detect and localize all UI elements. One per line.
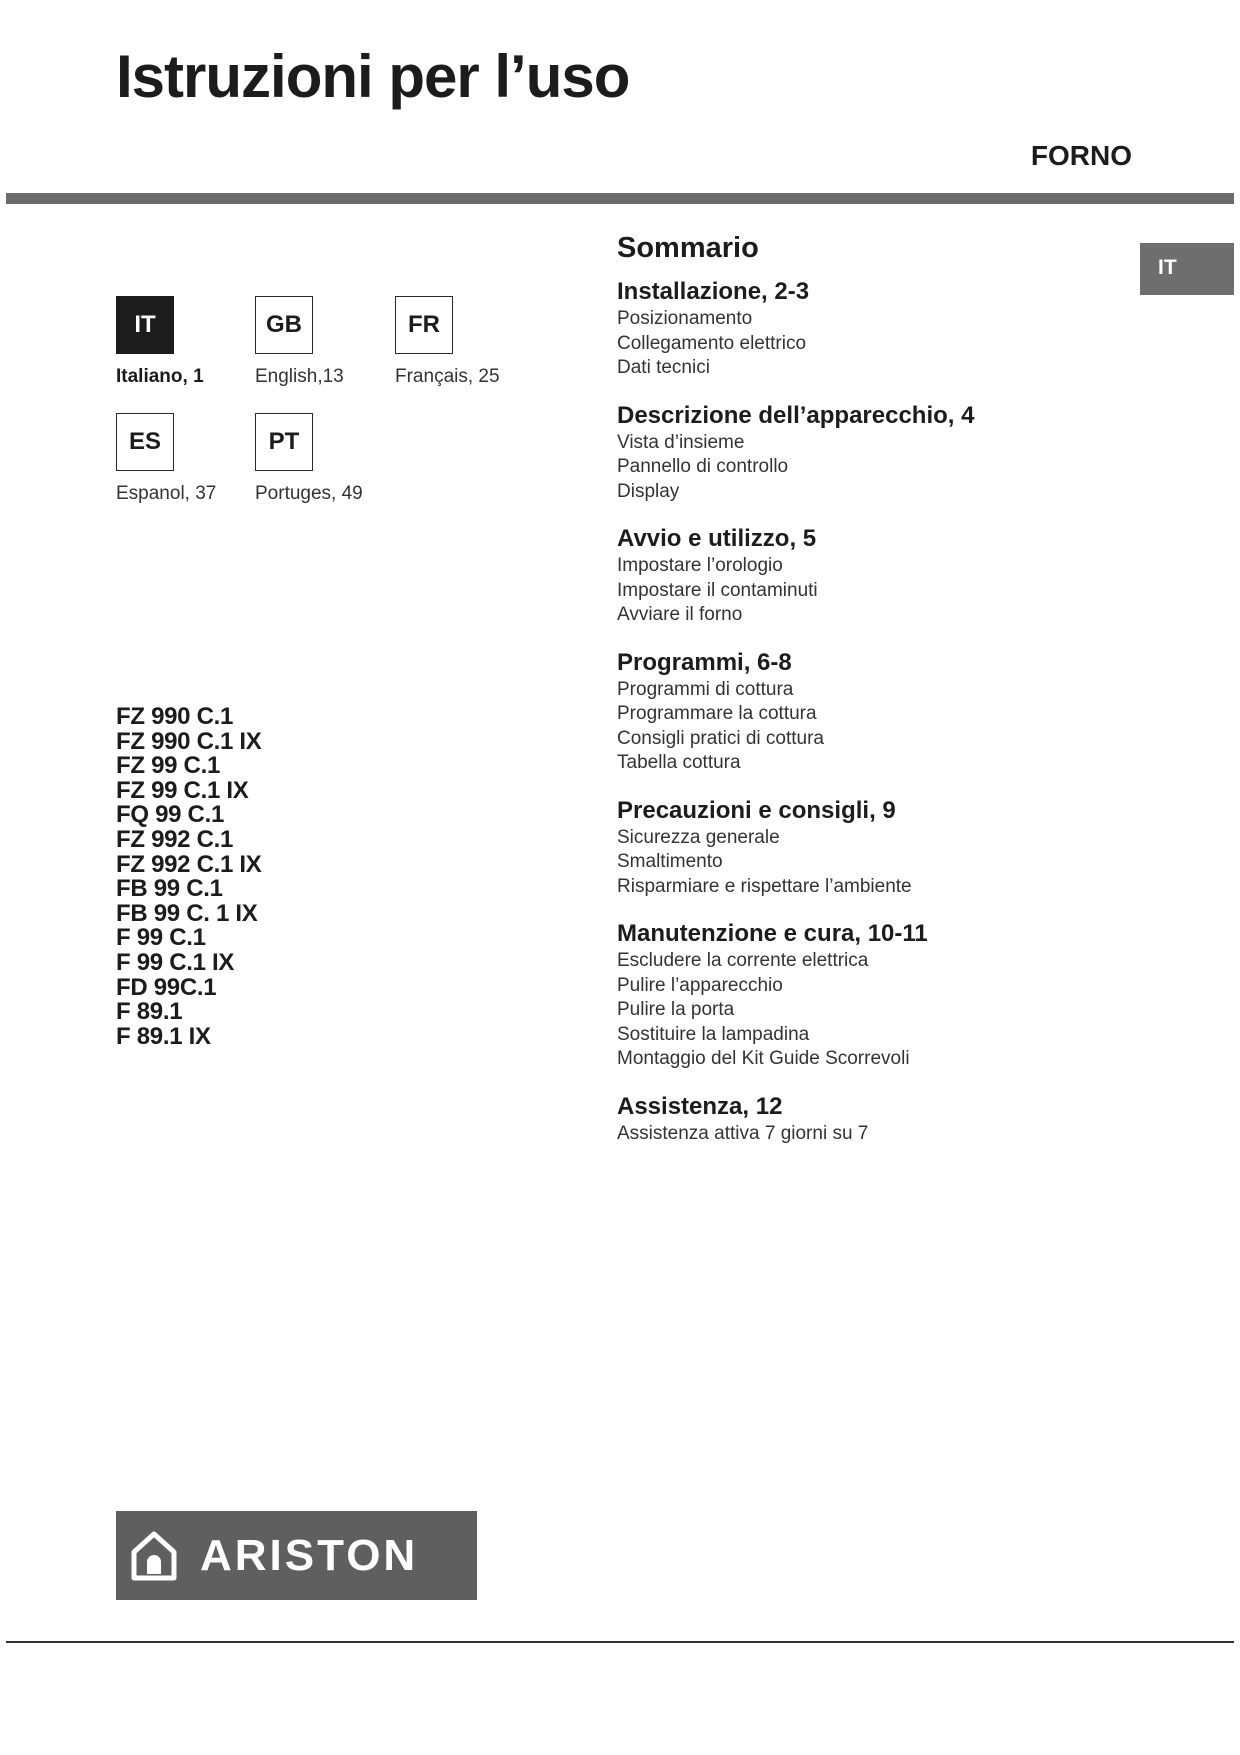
model-item: F 89.1 IX bbox=[116, 1022, 211, 1050]
toc-item[interactable]: Dati tecnici bbox=[617, 357, 710, 378]
toc-section-programmi bbox=[617, 648, 1137, 776]
product-type: FORNO bbox=[1030, 140, 1132, 171]
toc-section-title[interactable]: Avvio e utilizzo, 5 bbox=[617, 525, 817, 552]
model-item: FZ 99 C.1 bbox=[116, 752, 220, 780]
toc-item[interactable]: Smaltimento bbox=[617, 851, 723, 872]
language-code-box: IT bbox=[116, 296, 174, 354]
model-item: FB 99 C. 1 IX bbox=[116, 899, 258, 927]
toc-section-title[interactable]: Manutenzione e cura, 10-11 bbox=[617, 920, 928, 947]
toc-item[interactable]: Pannello di controllo bbox=[617, 456, 789, 477]
toc-item[interactable]: Pulire la porta bbox=[617, 999, 735, 1020]
toc-section-title[interactable]: Installazione, 2-3 bbox=[617, 278, 810, 305]
model-item: F 89.1 bbox=[116, 998, 183, 1026]
language-code-box: PT bbox=[255, 413, 313, 471]
toc-item[interactable]: Pulire l’apparecchio bbox=[617, 974, 783, 996]
model-item: F 99 C.1 IX bbox=[116, 948, 235, 976]
toc-item[interactable]: Programmare la cottura bbox=[617, 703, 817, 724]
toc-section-installazione bbox=[617, 277, 1137, 381]
language-label: Espanol, 37 bbox=[116, 483, 217, 504]
toc-section-precauzioni bbox=[617, 796, 1137, 900]
model-list bbox=[116, 705, 262, 1049]
house-logo-icon bbox=[130, 1530, 178, 1582]
toc-item[interactable]: Assistenza attiva 7 giorni su 7 bbox=[617, 1122, 869, 1144]
toc-item[interactable]: Posizionamento bbox=[617, 308, 753, 329]
language-es[interactable] bbox=[116, 413, 256, 505]
model-item: F 99 C.1 bbox=[116, 924, 206, 952]
toc-section-manutenzione bbox=[617, 919, 1137, 1072]
model-item: FZ 992 C.1 IX bbox=[116, 850, 262, 878]
bottom-divider bbox=[6, 1641, 1234, 1643]
toc-section-descrizione bbox=[617, 401, 1137, 505]
model-item: FQ 99 C.1 bbox=[116, 801, 225, 829]
language-label: Portuges, 49 bbox=[255, 483, 363, 504]
language-code-box: ES bbox=[116, 413, 174, 471]
top-divider bbox=[6, 193, 1234, 204]
model-item: FZ 99 C.1 IX bbox=[116, 776, 249, 804]
toc-item[interactable]: Consigli pratici di cottura bbox=[617, 727, 824, 749]
model-item: FB 99 C.1 bbox=[116, 875, 223, 903]
toc-item[interactable]: Sostituire la lampadina bbox=[617, 1023, 810, 1045]
language-fr[interactable] bbox=[395, 296, 535, 388]
model-item: FZ 990 C.1 IX bbox=[116, 727, 262, 755]
language-label: Italiano, 1 bbox=[116, 366, 204, 387]
toc-item[interactable]: Tabella cottura bbox=[617, 752, 741, 773]
toc-item[interactable]: Programmi di cottura bbox=[617, 678, 794, 700]
language-label: Français, 25 bbox=[395, 366, 500, 387]
toc-item[interactable]: Display bbox=[617, 480, 680, 502]
toc-section-assistenza bbox=[617, 1092, 1137, 1147]
toc-item[interactable]: Montaggio del Kit Guide Scorrevoli bbox=[617, 1048, 910, 1069]
language-tab: IT bbox=[1140, 243, 1234, 295]
toc-item[interactable]: Avviare il forno bbox=[617, 604, 743, 625]
brand-name: ARISTON bbox=[200, 1530, 419, 1580]
language-gb[interactable] bbox=[255, 296, 395, 388]
language-code-box: FR bbox=[395, 296, 453, 354]
summary-heading: Sommario bbox=[617, 232, 759, 264]
toc-item[interactable]: Escludere la corrente elettrica bbox=[617, 950, 869, 971]
language-label: English,13 bbox=[255, 366, 344, 387]
toc-item[interactable]: Risparmiare e rispettare l’ambiente bbox=[617, 875, 912, 897]
toc-item[interactable]: Collegamento elettrico bbox=[617, 332, 807, 354]
language-code-box: GB bbox=[255, 296, 313, 354]
language-it[interactable] bbox=[116, 296, 256, 388]
model-item: FZ 990 C.1 bbox=[116, 703, 234, 730]
toc-section-title[interactable]: Precauzioni e consigli, 9 bbox=[617, 796, 896, 824]
model-item: FD 99C.1 bbox=[116, 973, 217, 1001]
model-item: FZ 992 C.1 bbox=[116, 825, 234, 853]
table-of-contents bbox=[617, 232, 1137, 1166]
toc-section-avvio bbox=[617, 524, 1137, 628]
toc-item[interactable]: Impostare il contaminuti bbox=[617, 579, 818, 601]
toc-item[interactable]: Vista d’insieme bbox=[617, 431, 745, 453]
toc-item[interactable]: Sicurezza generale bbox=[617, 826, 780, 848]
toc-section-title[interactable]: Assistenza, 12 bbox=[617, 1092, 783, 1120]
ariston-logo bbox=[116, 1511, 477, 1600]
toc-section-title[interactable]: Programmi, 6-8 bbox=[617, 648, 792, 676]
document-title: Istruzioni per l’uso bbox=[116, 43, 630, 110]
toc-item[interactable]: Impostare l’orologio bbox=[617, 555, 783, 576]
toc-section-title[interactable]: Descrizione dell’apparecchio, 4 bbox=[617, 401, 975, 429]
language-pt[interactable] bbox=[255, 413, 395, 505]
